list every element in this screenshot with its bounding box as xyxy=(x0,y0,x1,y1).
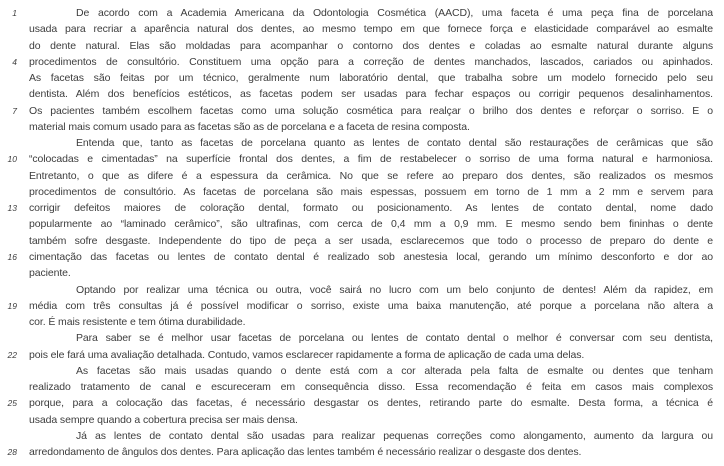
line-number: 19 xyxy=(7,300,17,311)
text-line: porque, para a colocação das facetas, é necessário desgastar os dentes, retirando parte do esmalte. Desta forma, a técnica é xyxy=(29,397,713,410)
text-line: “colocadas e cimentadas” na superfície frontal dos dentes, a fim de restabelecer o sorriso de uma forma natural e harmoniosa. xyxy=(29,153,713,166)
text-line: corrigir defeitos maiores de coloração dental, formato ou posicionamento. As lentes de contato dental, nome dado xyxy=(29,202,713,215)
text-row xyxy=(0,314,724,330)
text-line: arredondamento de ângulos dos dentes. Para aplicação das lentes também é necessário realizar o desgaste dos dentes. xyxy=(29,446,582,459)
line-number: 1 xyxy=(12,8,17,18)
text-row xyxy=(0,412,724,428)
line-number: 22 xyxy=(7,349,17,360)
text-line: usada para recriar a aparência natural dos dentes, ao mesmo tempo em que fornece força e elasticidade comparável ao esmalte xyxy=(29,23,713,36)
text-line: Para saber se é melhor usar facetas de porcelana ou lentes de contato dental o melhor é conversar com seu dentista, xyxy=(76,332,713,345)
text-row xyxy=(0,135,724,151)
text-row xyxy=(0,168,724,184)
text-line: pois ele fará uma avaliação detalhada. Contudo, vamos esclarecer rapidamente a forma de aplicação de cada uma delas. xyxy=(29,348,585,361)
text-row xyxy=(0,38,724,54)
text-row xyxy=(0,363,724,379)
text-line: dentista. Além dos benefícios estéticos, as facetas podem ser usadas para fechar espaços ou corrigir pequenos desalinhamentos. xyxy=(29,88,713,101)
text-line: As facetas são mais usadas quando o dente está com a cor alterada pela falta de esmalte ou dentes que tenham xyxy=(76,364,713,377)
text-row xyxy=(0,428,724,444)
text-row xyxy=(0,249,724,265)
text-line: usada sempre quando a cobertura precisa ser mais densa. xyxy=(29,413,298,426)
line-number: 25 xyxy=(7,398,17,409)
document-body xyxy=(0,5,724,460)
text-row xyxy=(0,103,724,119)
text-line: Os pacientes também escolhem facetas como uma solução cosmética para realçar o brilho dos dentes e reforçar o sorriso. E o xyxy=(29,104,713,117)
text-row xyxy=(0,347,724,363)
text-line: média com três consultas já é possível modificar o sorriso, existe uma baixa manutenção, até porque a porcelana não altera a xyxy=(29,299,713,312)
text-line: Já as lentes de contato dental são usadas para realizar pequenas correções como alongamento, aumento da largura ou xyxy=(76,429,713,442)
text-row xyxy=(0,86,724,102)
text-row xyxy=(0,70,724,86)
text-line: De acordo com a Academia Americana da Odontologia Cosmética (AACD), uma faceta é uma peça fina de porcelana xyxy=(76,7,713,19)
text-line: cor. É mais resistente e tem ótima durabilidade. xyxy=(29,316,246,329)
text-line: material mais comum usado para as facetas são as de porcelana e a faceta de resina composta. xyxy=(29,120,470,133)
text-row xyxy=(0,21,724,37)
text-row xyxy=(0,5,724,21)
text-row xyxy=(0,200,724,216)
text-row xyxy=(0,233,724,249)
text-row xyxy=(0,184,724,200)
line-number: 13 xyxy=(7,203,17,214)
text-row xyxy=(0,444,724,460)
text-line: Entretanto, o que as difere é a espessura da cerâmica. No que se refere ao preparo dos dentes, são realizados os mesmos xyxy=(29,169,713,182)
text-row xyxy=(0,330,724,346)
text-row xyxy=(0,265,724,281)
text-line: procedimentos de consultório. Constituem uma opção para a correção de dentes manchados, lascados, cariados ou apinhados. xyxy=(29,55,713,68)
text-line: Entenda que, tanto as facetas de porcelana quanto as lentes de contato dental são restaurações de cerâmicas que são xyxy=(76,137,713,150)
text-line: do dente natural. Elas são moldadas para acompanhar o contorno dos dentes e coladas ao esmalte natural durante alguns xyxy=(29,39,713,52)
text-row xyxy=(0,298,724,314)
line-number: 28 xyxy=(7,447,17,458)
text-line: cimentação das facetas ou lentes de contato dental é realizado sob anestesia local, gerando um mínimo desconforto e dor ao xyxy=(29,250,713,263)
line-number: 4 xyxy=(12,56,17,67)
line-number: 10 xyxy=(7,154,17,165)
text-row xyxy=(0,216,724,232)
text-row xyxy=(0,379,724,395)
text-line: paciente. xyxy=(29,267,71,280)
line-number: 7 xyxy=(12,105,17,116)
text-line: Optando por realizar uma técnica ou outra, você sairá no lucro com um belo conjunto de dentes! Além da rapidez, em xyxy=(76,283,713,296)
text-line: procedimentos de consultório. As facetas de porcelana são mais espessas, possuem em torno de 1 mm a 2 mm e servem para xyxy=(29,185,713,198)
text-row xyxy=(0,151,724,167)
text-line: realizado tratamento de canal e escureceram em consequência disso. Essa recomendação é feita em casos mais complexos xyxy=(29,381,713,394)
text-row xyxy=(0,119,724,135)
text-line: As facetas são feitas por um técnico, geralmente num laboratório dental, que trabalha sobre um modelo fornecido pelo seu xyxy=(29,72,713,85)
text-row xyxy=(0,395,724,411)
text-line: também sofre desgaste. Independente do tipo de peça a ser usada, esclarecemos que todo o processo de preparo do dente e xyxy=(29,234,713,247)
text-line: popularmente ao “laminado cerâmico”, são ultrafinas, com cerca de 0,4 mm a 0,9 mm. E mesmo sendo bem fininhas o dente xyxy=(29,218,713,231)
text-row xyxy=(0,54,724,70)
line-number: 16 xyxy=(7,251,17,262)
text-row xyxy=(0,282,724,298)
